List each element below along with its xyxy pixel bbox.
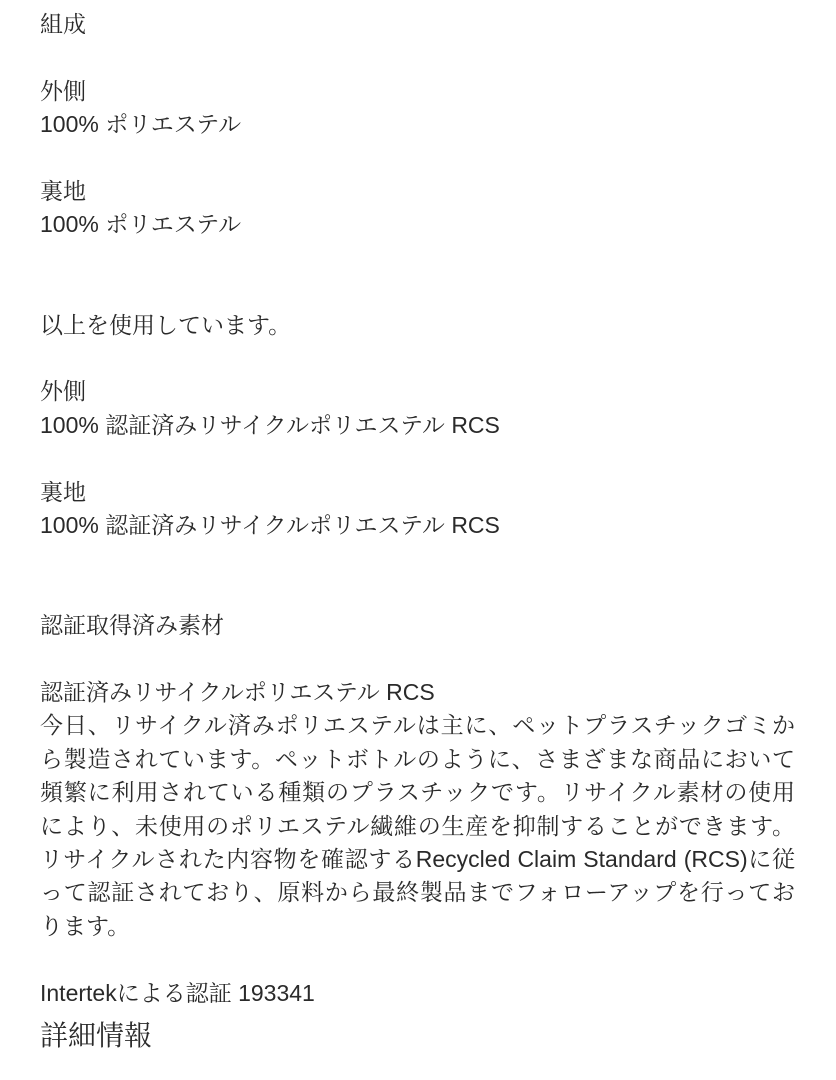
material-part-label: 外側 bbox=[40, 378, 86, 405]
usage-note: 以上を使用しています。 bbox=[40, 311, 292, 338]
material-content: 100% 認証済みリサイクルポリエステル RCS bbox=[40, 512, 500, 539]
material-block bbox=[40, 175, 795, 242]
material-content: 100% ポリエステル bbox=[40, 111, 242, 138]
material-block bbox=[40, 75, 795, 142]
certified-material-block bbox=[40, 476, 795, 543]
description-line: 頻繁に利用されている種類のプラスチックです。リサイクル素材の使用 bbox=[40, 779, 795, 806]
certified-material-block bbox=[40, 375, 795, 442]
composition-heading: 組成 bbox=[40, 11, 86, 37]
material-part-label: 裏地 bbox=[40, 478, 86, 505]
description-line: ります。 bbox=[40, 912, 131, 939]
description-line: って認証されており、原料から最終製品までフォローアップを行ってお bbox=[40, 879, 795, 906]
certification-number: Intertekによる認証 193341 bbox=[40, 979, 315, 1006]
material-content: 100% ポリエステル bbox=[40, 211, 242, 238]
certified-materials-heading: 認証取得済み素材 bbox=[40, 612, 224, 639]
certified-material-description bbox=[40, 676, 795, 943]
description-line: リサイクルされた内容物を確認するRecycled Claim Standard (RCS)に従 bbox=[40, 846, 795, 873]
material-part-label: 外側 bbox=[40, 77, 86, 104]
description-line: ら製造されています。ペットボトルのように、さまざまな商品において bbox=[40, 745, 795, 772]
material-part-label: 裏地 bbox=[40, 178, 86, 204]
description-line: 今日、リサイクル済みポリエステルは主に、ペットプラスチックゴミか bbox=[40, 712, 795, 739]
material-title: 認証済みリサイクルポリエステル RCS bbox=[40, 679, 435, 706]
material-content: 100% 認証済みリサイクルポリエステル RCS bbox=[40, 411, 500, 438]
details-accordion-header[interactable]: 詳細情報 bbox=[40, 1020, 153, 1052]
description-line: により、未使用のポリエステル繊維の生産を抑制することができます。 bbox=[40, 812, 795, 839]
